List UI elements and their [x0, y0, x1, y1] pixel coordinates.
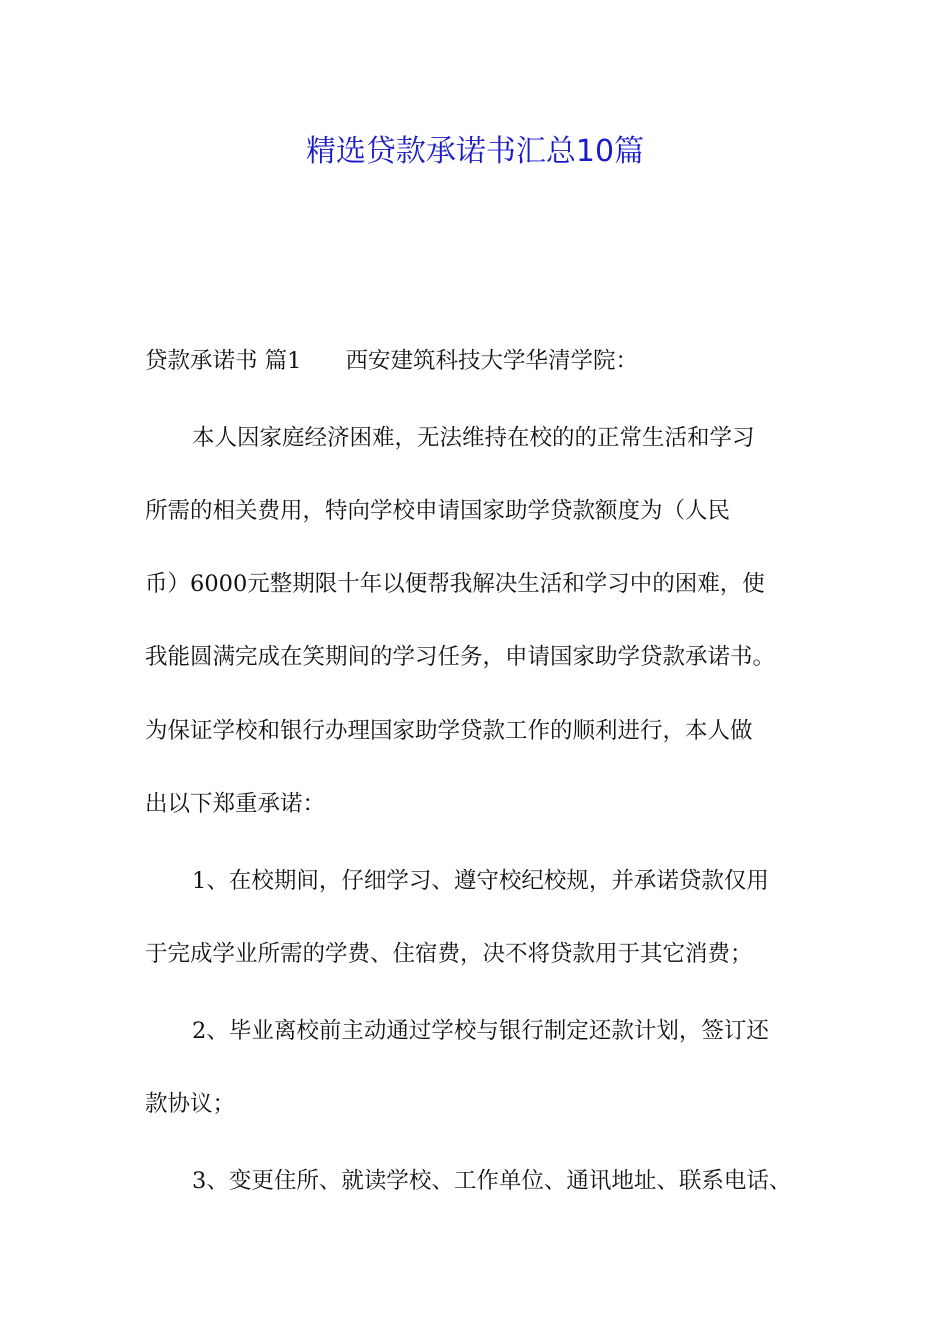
list-item-line: 款协议； [145, 1091, 236, 1117]
list-item-line: 3、变更住所、就读学校、工作单位、通讯地址、联系电话、 [192, 1168, 792, 1194]
list-item-line: 2、毕业离校前主动通过学校与银行制定还款计划，签订还 [192, 1018, 769, 1044]
addressee: 西安建筑科技大学华清学院： [345, 348, 638, 374]
list-item-line: 1、在校期间，仔细学习、遵守校纪校规，并承诺贷款仅用 [192, 868, 769, 894]
paragraph-line: 我能圆满完成在笑期间的学习任务，申请国家助学贷款承诺书。 [145, 644, 776, 670]
paragraph-line: 币）6000元整期限十年以便帮我解决生活和学习中的困难，使 [145, 571, 765, 597]
paragraph-line: 本人因家庭经济困难，无法维持在校的的正常生活和学习 [192, 425, 755, 451]
section-heading-line [145, 346, 638, 376]
list-item-line: 于完成学业所需的学费、住宿费，决不将贷款用于其它消费； [145, 941, 753, 967]
paragraph-line: 出以下郑重承诺： [145, 791, 326, 817]
document-title: 精选贷款承诺书汇总10篇 [305, 134, 645, 169]
section-heading: 贷款承诺书 篇1 [145, 348, 302, 374]
paragraph-line: 为保证学校和银行办理国家助学贷款工作的顺利进行，本人做 [145, 718, 753, 744]
paragraph-line: 所需的相关费用，特向学校申请国家助学贷款额度为（人民 [145, 498, 731, 524]
